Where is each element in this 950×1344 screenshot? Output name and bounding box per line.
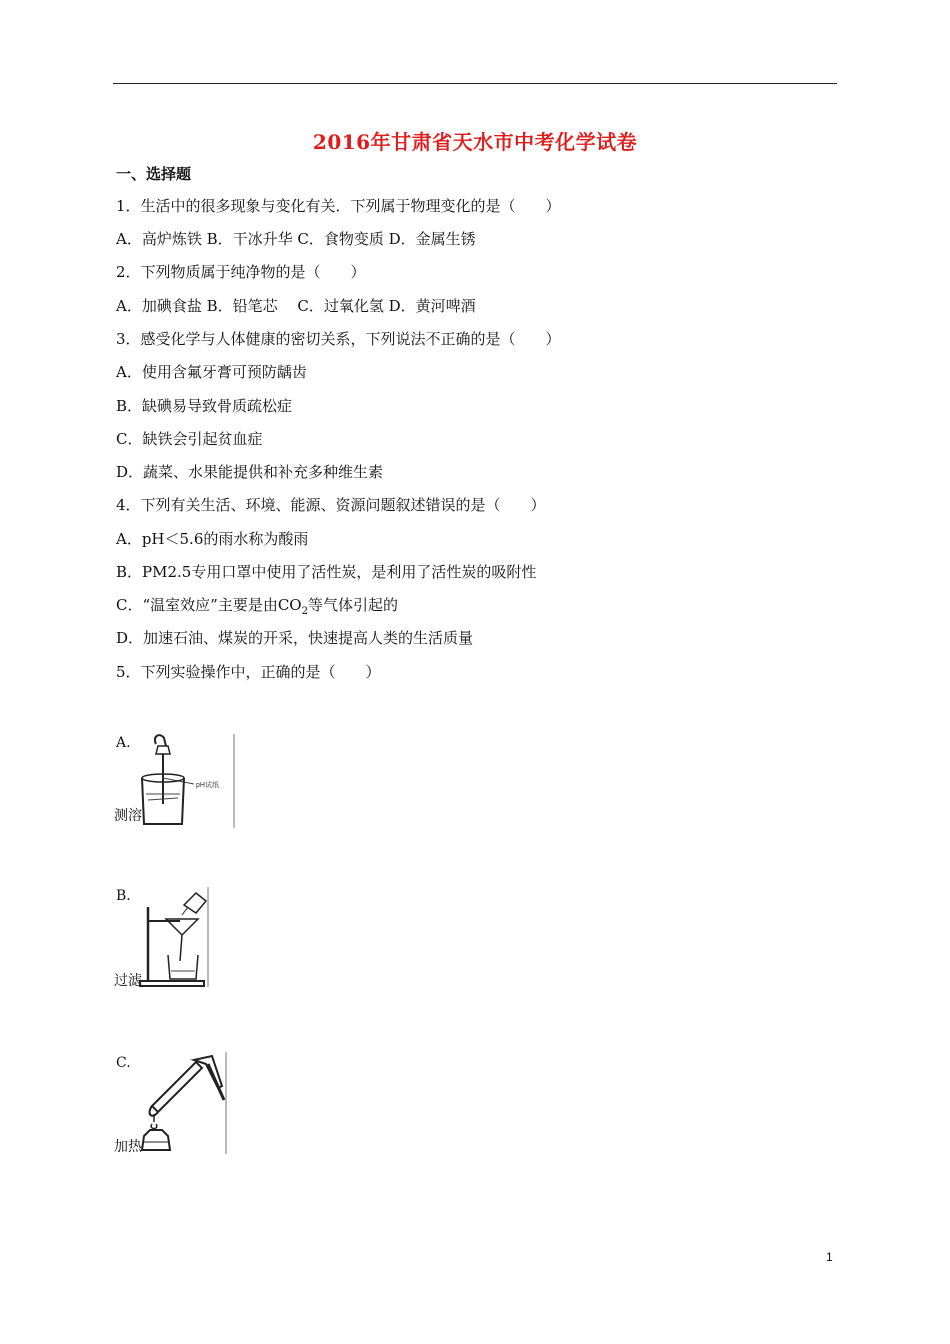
filtration-apparatus-icon [136,885,210,989]
option-c-text-after: 等气体引起的 [307,596,398,614]
question-3-option-d: D．蔬菜、水果能提供和补充多种维生素 [116,463,384,481]
question-4-option-b: B．PM2.5专用口罩中使用了活性炭，是利用了活性炭的吸附性 [116,563,537,581]
co2-subscript: 2 [301,606,308,617]
question-4-option-c [116,595,398,622]
question-2-options: A．加碘食盐 B．铅笔芯 C．过氧化氢 D．黄河啤酒 [116,297,476,315]
question-1: 1．生活中的很多现象与变化有关．下列属于物理变化的是（ ） [116,197,561,215]
question-4-option-a: A．pH＜5.6的雨水称为酸雨 [116,530,309,548]
ph-test-beaker-icon [130,732,238,830]
header-rule [113,83,837,84]
page-title: 2016年甘肃省天水市中考化学试卷 [312,130,638,154]
section-heading: 一、选择题 [116,165,192,183]
question-4: 4．下列有关生活、环境、能源、资源问题叙述错误的是（ ） [116,496,546,514]
figure-a-label: A. [116,735,131,751]
question-3-option-b: B．缺碘易导致骨质疏松症 [116,397,293,415]
question-2: 2．下列物质属于纯净物的是（ ） [116,263,366,281]
figure-c-caption: 加热 [114,1139,142,1155]
page-number: 1 [826,1250,833,1264]
question-5: 5．下列实验操作中，正确的是（ ） [116,663,381,681]
heating-test-tube-icon [136,1050,230,1156]
question-3: 3．感受化学与人体健康的密切关系，下列说法不正确的是（ ） [116,330,561,348]
figure-a-caption: 测溶 [114,808,142,824]
figure-b-caption: 过滤 [114,973,142,989]
question-4-option-d: D．加速石油、煤炭的开采，快速提高人类的生活质量 [116,629,474,647]
question-1-options: A．高炉炼铁 B．干冰升华 C．食物变质 D．金属生锈 [116,230,476,248]
option-c-text-before: C．“温室效应”主要是由CO [116,596,302,614]
question-3-option-a: A．使用含氟牙膏可预防龋齿 [116,363,307,381]
ph-paper-label: pH试纸 [196,782,219,789]
figure-c-label: C. [116,1055,131,1071]
question-3-option-c: C．缺铁会引起贫血症 [116,430,263,448]
figure-b-label: B. [116,888,131,904]
